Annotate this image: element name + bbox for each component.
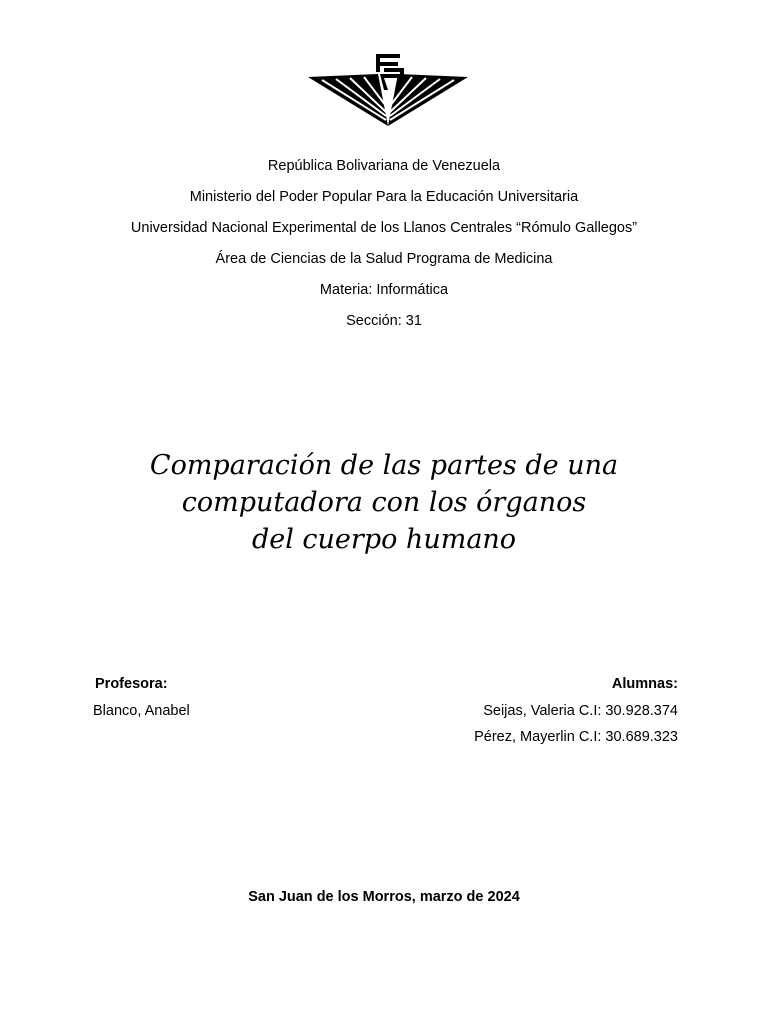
student-name-1: Seijas, Valeria C.I: 30.928.374 (483, 703, 678, 719)
university-logo (300, 50, 476, 130)
professor-name: Blanco, Anabel (93, 703, 190, 719)
header-subject: Materia: Informática (319, 282, 449, 298)
title-line-2: computadora con los órganos (181, 487, 587, 518)
place-date: San Juan de los Morros, marzo de 2024 (248, 889, 520, 905)
header-area: Área de Ciencias de la Salud Programa de Medicina (215, 251, 553, 267)
title-line-3: del cuerpo humano (251, 524, 517, 555)
professor-label: Profesora: (95, 676, 168, 692)
title-line-1: Comparación de las partes de una (149, 450, 619, 481)
header-section: Sección: 31 (346, 313, 422, 329)
header-university: Universidad Nacional Experimental de los Llanos Centrales “Rómulo Gallegos” (130, 220, 638, 236)
students-label: Alumnas: (611, 676, 678, 692)
document-title (84, 447, 684, 558)
student-name-2: Pérez, Mayerlin C.I: 30.689.323 (474, 729, 678, 745)
header-ministry: Ministerio del Poder Popular Para la Educación Universitaria (189, 189, 579, 205)
header-republic: República Bolivariana de Venezuela (267, 158, 501, 174)
